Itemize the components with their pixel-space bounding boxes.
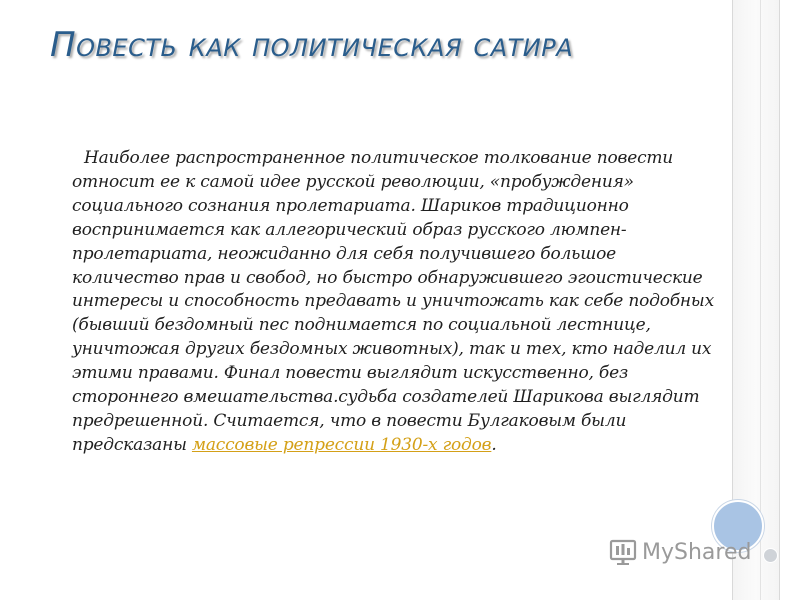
right-decorative-line — [760, 0, 761, 600]
repressions-link[interactable]: массовые репрессии 1930-х годов — [191, 434, 492, 455]
myshared-logo-icon — [608, 537, 638, 567]
slide-title: Повесть как политическая сатира — [50, 25, 574, 65]
body-main-text: Наиболее распространенное политическое толкование повести относит ее к самой идее русской революции, «пробуждения» социального сознания пролетариата. Шариков традиционно воспринимается как аллегорический образ русского люмпен-пролетариата, неожиданно для себя получившего большое количество прав и свобод, но быстро обнаружившего эгоистические интересы и способность предавать и уничтожать как себе подобных (бывший бездомный пес поднимается по социальной лестнице, уничтожая других бездомных животных), так и тех, кто наделил их этими правами. Финал повести выглядит искусственно, без стороннего вмешательства.судьба создателей Шарикова выглядит предрешенной. Считается, что в повести Булгаковым были предсказаны — [72, 148, 714, 455]
myshared-logo — [608, 535, 751, 569]
logo-text: MyShared — [642, 539, 752, 565]
decorative-circle-small — [763, 548, 778, 563]
slide-body-text — [72, 147, 722, 458]
body-end-text: . — [491, 434, 497, 455]
